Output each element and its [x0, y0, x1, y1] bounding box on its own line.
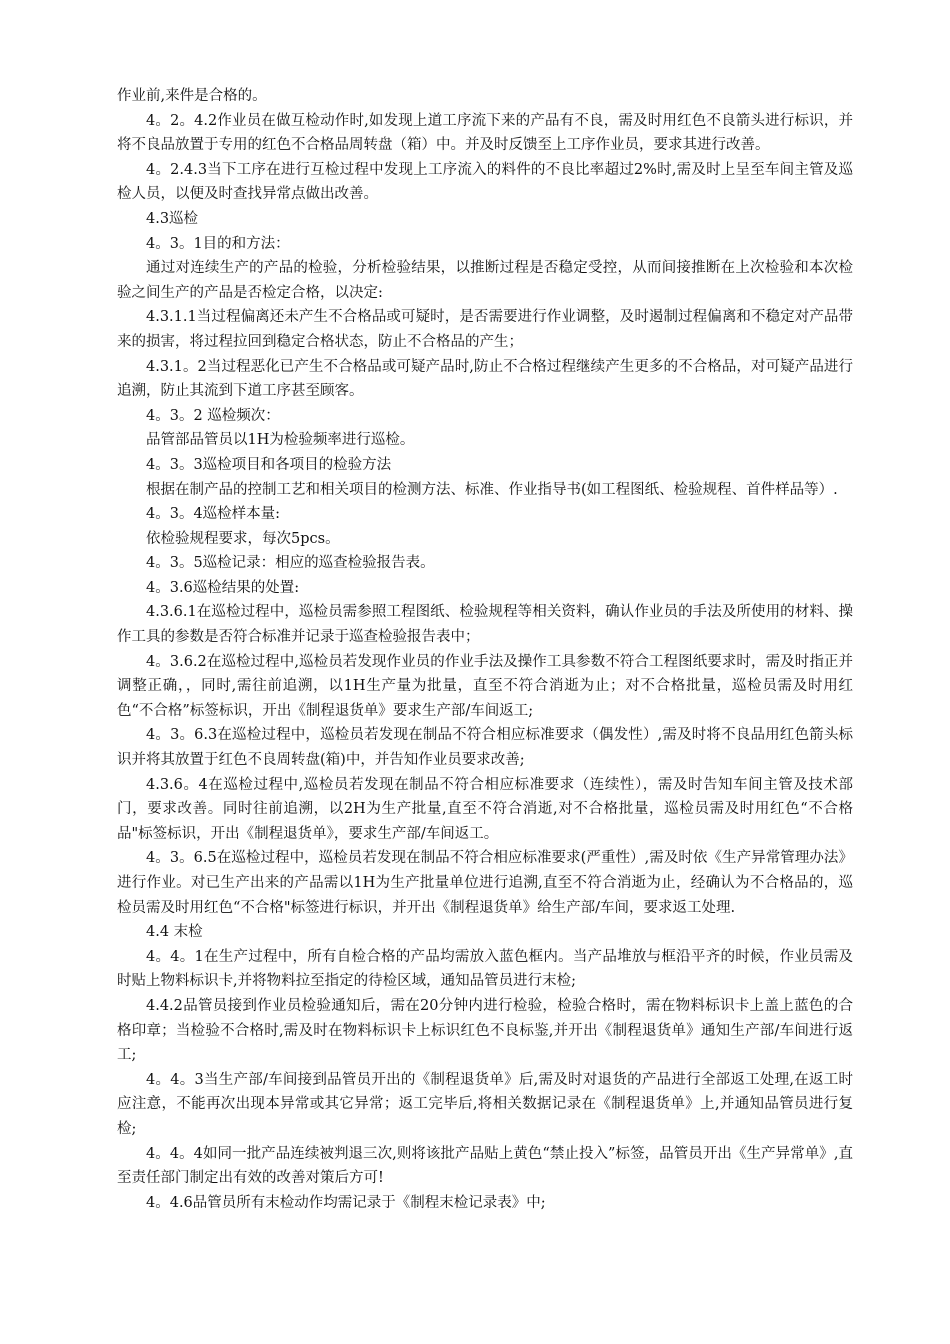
paragraph-4-4-1: 4。4。1在生产过程中，所有自检合格的产品均需放入蓝色框内。当产品堆放与框沿平齐的时候，作业员需及时贴上物料标识卡,并将物料拉至指定的待检区域，通知品管员进行末检;	[117, 948, 853, 990]
heading-4-4-final-inspection: 4.4 末检	[146, 924, 203, 941]
heading-4-3-patrol-inspection: 4.3巡检	[146, 210, 199, 227]
paragraph-4-4-2: 4.4.2品管员接到作业员检验通知后，需在20分钟内进行检验，检验合格时，需在物料标识卡上盖上蓝色的合格印章；当检验不合格时,需及时在物料标识卡上标识红色不良标鉴,并开出《制程退货单》通知生产部/车间进行返工;	[117, 997, 853, 1064]
paragraph-4-3-6-1: 4.3.6.1在巡检过程中，巡检员需参照工程图纸、检验规程等相关资料，确认作业员的手法及所使用的材料、操作工具的参数是否符合标准并记录于巡查检验报告表中；	[117, 604, 853, 646]
paragraph-purpose: 通过对连续生产的产品的检验，分析检验结果，以推断过程是否稳定受控，从而间接推断在上次检验和本次检验之间生产的产品是否检定合格，以决定:	[117, 260, 853, 301]
heading-4-3-1: 4。3。1目的和方法：	[146, 235, 290, 252]
heading-4-3-4: 4。3。4巡检样本量:	[146, 506, 281, 523]
paragraph-4-3-6-2: 4。3.6.2在巡检过程中,巡检员若发现作业员的作业手法及操作工具参数不符合工程图纸要求时，需及时指正并调整正确，，同时,需往前追溯，以1H生产量为批量，直至不符合消逝为止；对不合格批量，巡检员需及时用红色“不合格”标签标识，开出《制程退货单》要求生产部/车间返工;	[117, 653, 853, 719]
document-body	[117, 84, 853, 1215]
paragraph-4-3-1-1: 4.3.1.1当过程偏离还未产生不合格品或可疑时，是否需要进行作业调整，及时遏制过程偏离和不稳定对产品带来的损害，将过程拉回到稳定合格状态，防止不合格品的产生；	[117, 309, 853, 350]
paragraph-continuation: 作业前,来件是合格的。	[117, 88, 267, 104]
paragraph-4-4-3: 4。4。3当生产部/车间接到品管员开出的《制程退货单》后,需及时对退货的产品进行全部返工处理,在返工时应注意，不能再次出现本异常或其它异常；返工完毕后,将相关数据记录在《制程退货单》上,并通知品管员进行复检;	[117, 1071, 853, 1137]
paragraph-4-2-4-2: 4。2。4.2作业员在做互检动作时,如发现上道工序流下来的产品有不良，需及时用红色不良箭头进行标识，并将不良品放置于专用的红色不合格品周转盘（箱）中。并及时反馈至上工序作业员，要求其进行改善。	[117, 112, 853, 154]
paragraph-4-3-6-5: 4。3。6.5在巡检过程中，巡检员若发现在制品不符合相应标准要求(严重性）,需及时依《生产异常管理办法》进行作业。对已生产出来的产品需以1H为生产批量单位进行追溯,直至不符合消逝为止，经确认为不合格品的，巡检员需及时用红色“不合格"标签进行标识，并开出《制程退货单》给生产部/车间，要求返工处理.	[117, 850, 853, 916]
paragraph-4-3-6-3: 4。3。6.3在巡检过程中，巡检员若发现在制品不符合相应标准要求（偶发性）,需及时将不良品用红色箭头标识并将其放置于红色不良周转盘(箱)中，并告知作业员要求改善;	[117, 727, 853, 769]
heading-4-3-2: 4。3。2 巡检频次：	[146, 407, 280, 424]
heading-4-3-6: 4。3.6巡检结果的处置:	[146, 579, 300, 596]
paragraph-sample-size: 依检验规程要求，每次5pcs。	[146, 530, 340, 547]
heading-4-3-3: 4。3。3巡检项目和各项目的检验方法	[146, 456, 392, 473]
paragraph-4-2-4-3: 4。2.4.3当下工序在进行互检过程中发现上工序流入的料件的不良比率超过2%时,需及时上呈至车间主管及巡检人员，以便及时查找异常点做出改善。	[117, 161, 853, 203]
paragraph-inspection-methods: 根据在制产品的控制工艺和相关项目的检测方法、标准、作业指导书(如工程图纸、检验规程、首件样品等）.	[146, 481, 838, 498]
paragraph-4-3-1-2: 4.3.1。2当过程恶化已产生不合格品或可疑产品时,防止不合格过程继续产生更多的不合格品，对可疑产品进行追溯，防止其流到下道工序甚至顾客。	[117, 358, 853, 400]
paragraph-4-3-6-4: 4.3.6。4在巡检过程中,巡检员若发现在制品不符合相应标准要求（连续性），需及时告知车间主管及技术部门，要求改善。同时往前追溯，以2H为生产批量,直至不符合消逝,对不合格批量，巡检员需及时用红色“不合格品"标签标识，开出《制程退货单》，要求生产部/车间返工。	[117, 776, 853, 842]
paragraph-frequency: 品管部品管员以1H为检验频率进行巡检。	[146, 432, 415, 449]
paragraph-4-4-4: 4。4。4如同一批产品连续被判退三次,则将该批产品贴上黄色“禁止投入”标签，品管员开出《生产异常单》,直至责任部门制定出有效的改善对策后方可!	[117, 1145, 853, 1187]
paragraph-4-4-6: 4。4.6品管员所有末检动作均需记录于《制程末检记录表》中;	[146, 1194, 546, 1211]
paragraph-4-3-5: 4。3。5巡检记录：相应的巡查检验报告表。	[146, 555, 435, 572]
